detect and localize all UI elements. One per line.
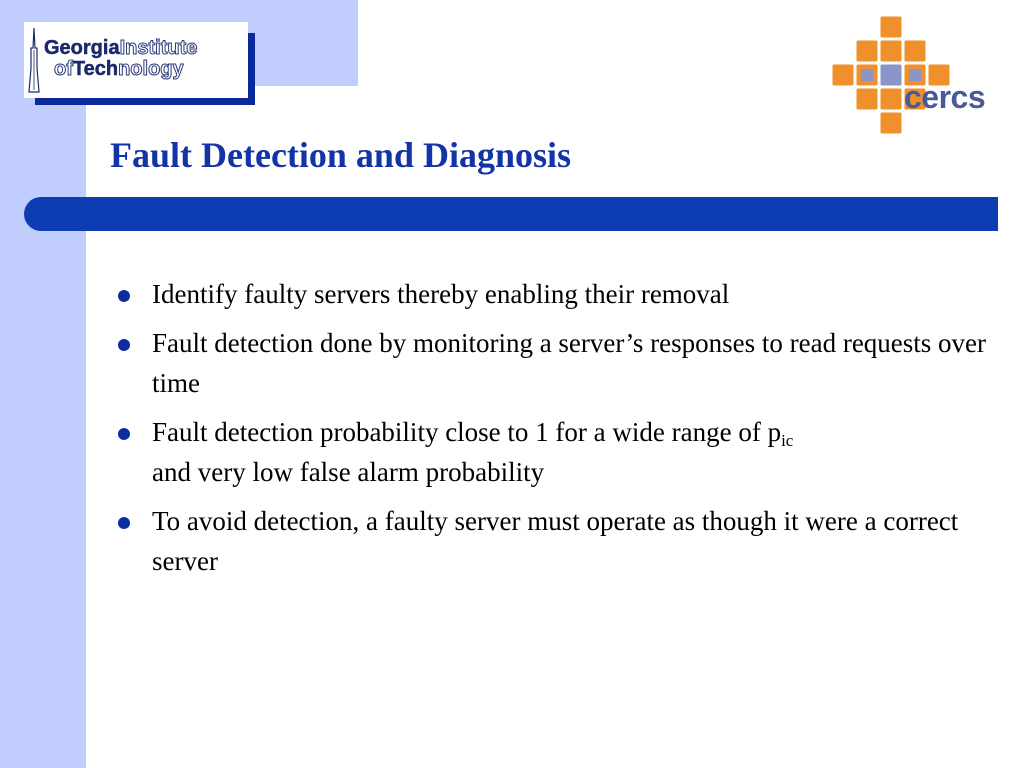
logo-inner-square xyxy=(861,69,873,81)
logo-tech: Tech xyxy=(72,58,119,80)
georgia-tech-wordmark xyxy=(44,38,244,80)
logo-square xyxy=(856,88,878,110)
logo-institute: Institute xyxy=(119,37,198,59)
logo-square xyxy=(856,40,878,62)
logo-line-2 xyxy=(44,59,244,80)
title-underline-bar xyxy=(24,197,998,231)
bullet-list xyxy=(112,274,992,590)
logo-nology: nology xyxy=(118,58,184,80)
cercs-wordmark: cercs xyxy=(904,79,986,115)
logo-square xyxy=(904,40,926,62)
logo-of: of xyxy=(54,58,73,80)
bullet-text: Fault detection probability close to 1 for a wide range of p xyxy=(152,417,782,447)
bullet-item xyxy=(112,501,992,581)
logo-georgia: Georgia xyxy=(44,37,120,59)
bullet-text: To avoid detection, a faulty server must operate as though it were a correct server xyxy=(152,506,959,576)
bullet-item xyxy=(112,412,992,492)
bullet-dot-icon xyxy=(118,339,130,351)
logo-line-1 xyxy=(44,38,244,59)
bullet-text: Fault detection done by monitoring a server’s responses to read requests over time xyxy=(152,328,987,398)
logo-square xyxy=(880,40,902,62)
logo-square xyxy=(880,64,902,86)
bullet-dot-icon xyxy=(118,517,130,529)
logo-square xyxy=(880,112,902,134)
bullet-text-continuation: and very low false alarm probability xyxy=(152,457,545,487)
bullet-item xyxy=(112,323,992,403)
bullet-item xyxy=(112,274,992,314)
logo-square xyxy=(880,16,902,38)
bullet-text: Identify faulty servers thereby enabling their removal xyxy=(152,279,730,309)
logo-square xyxy=(880,88,902,110)
cercs-logo-icon xyxy=(826,14,1002,138)
left-accent-band xyxy=(0,0,86,768)
logo-square xyxy=(832,64,854,86)
bullet-dot-icon xyxy=(118,428,130,440)
bullet-dot-icon xyxy=(118,290,130,302)
bullet-subscript: ic xyxy=(781,431,794,450)
slide-title: Fault Detection and Diagnosis xyxy=(110,135,572,175)
tower-spire-icon xyxy=(28,28,40,94)
